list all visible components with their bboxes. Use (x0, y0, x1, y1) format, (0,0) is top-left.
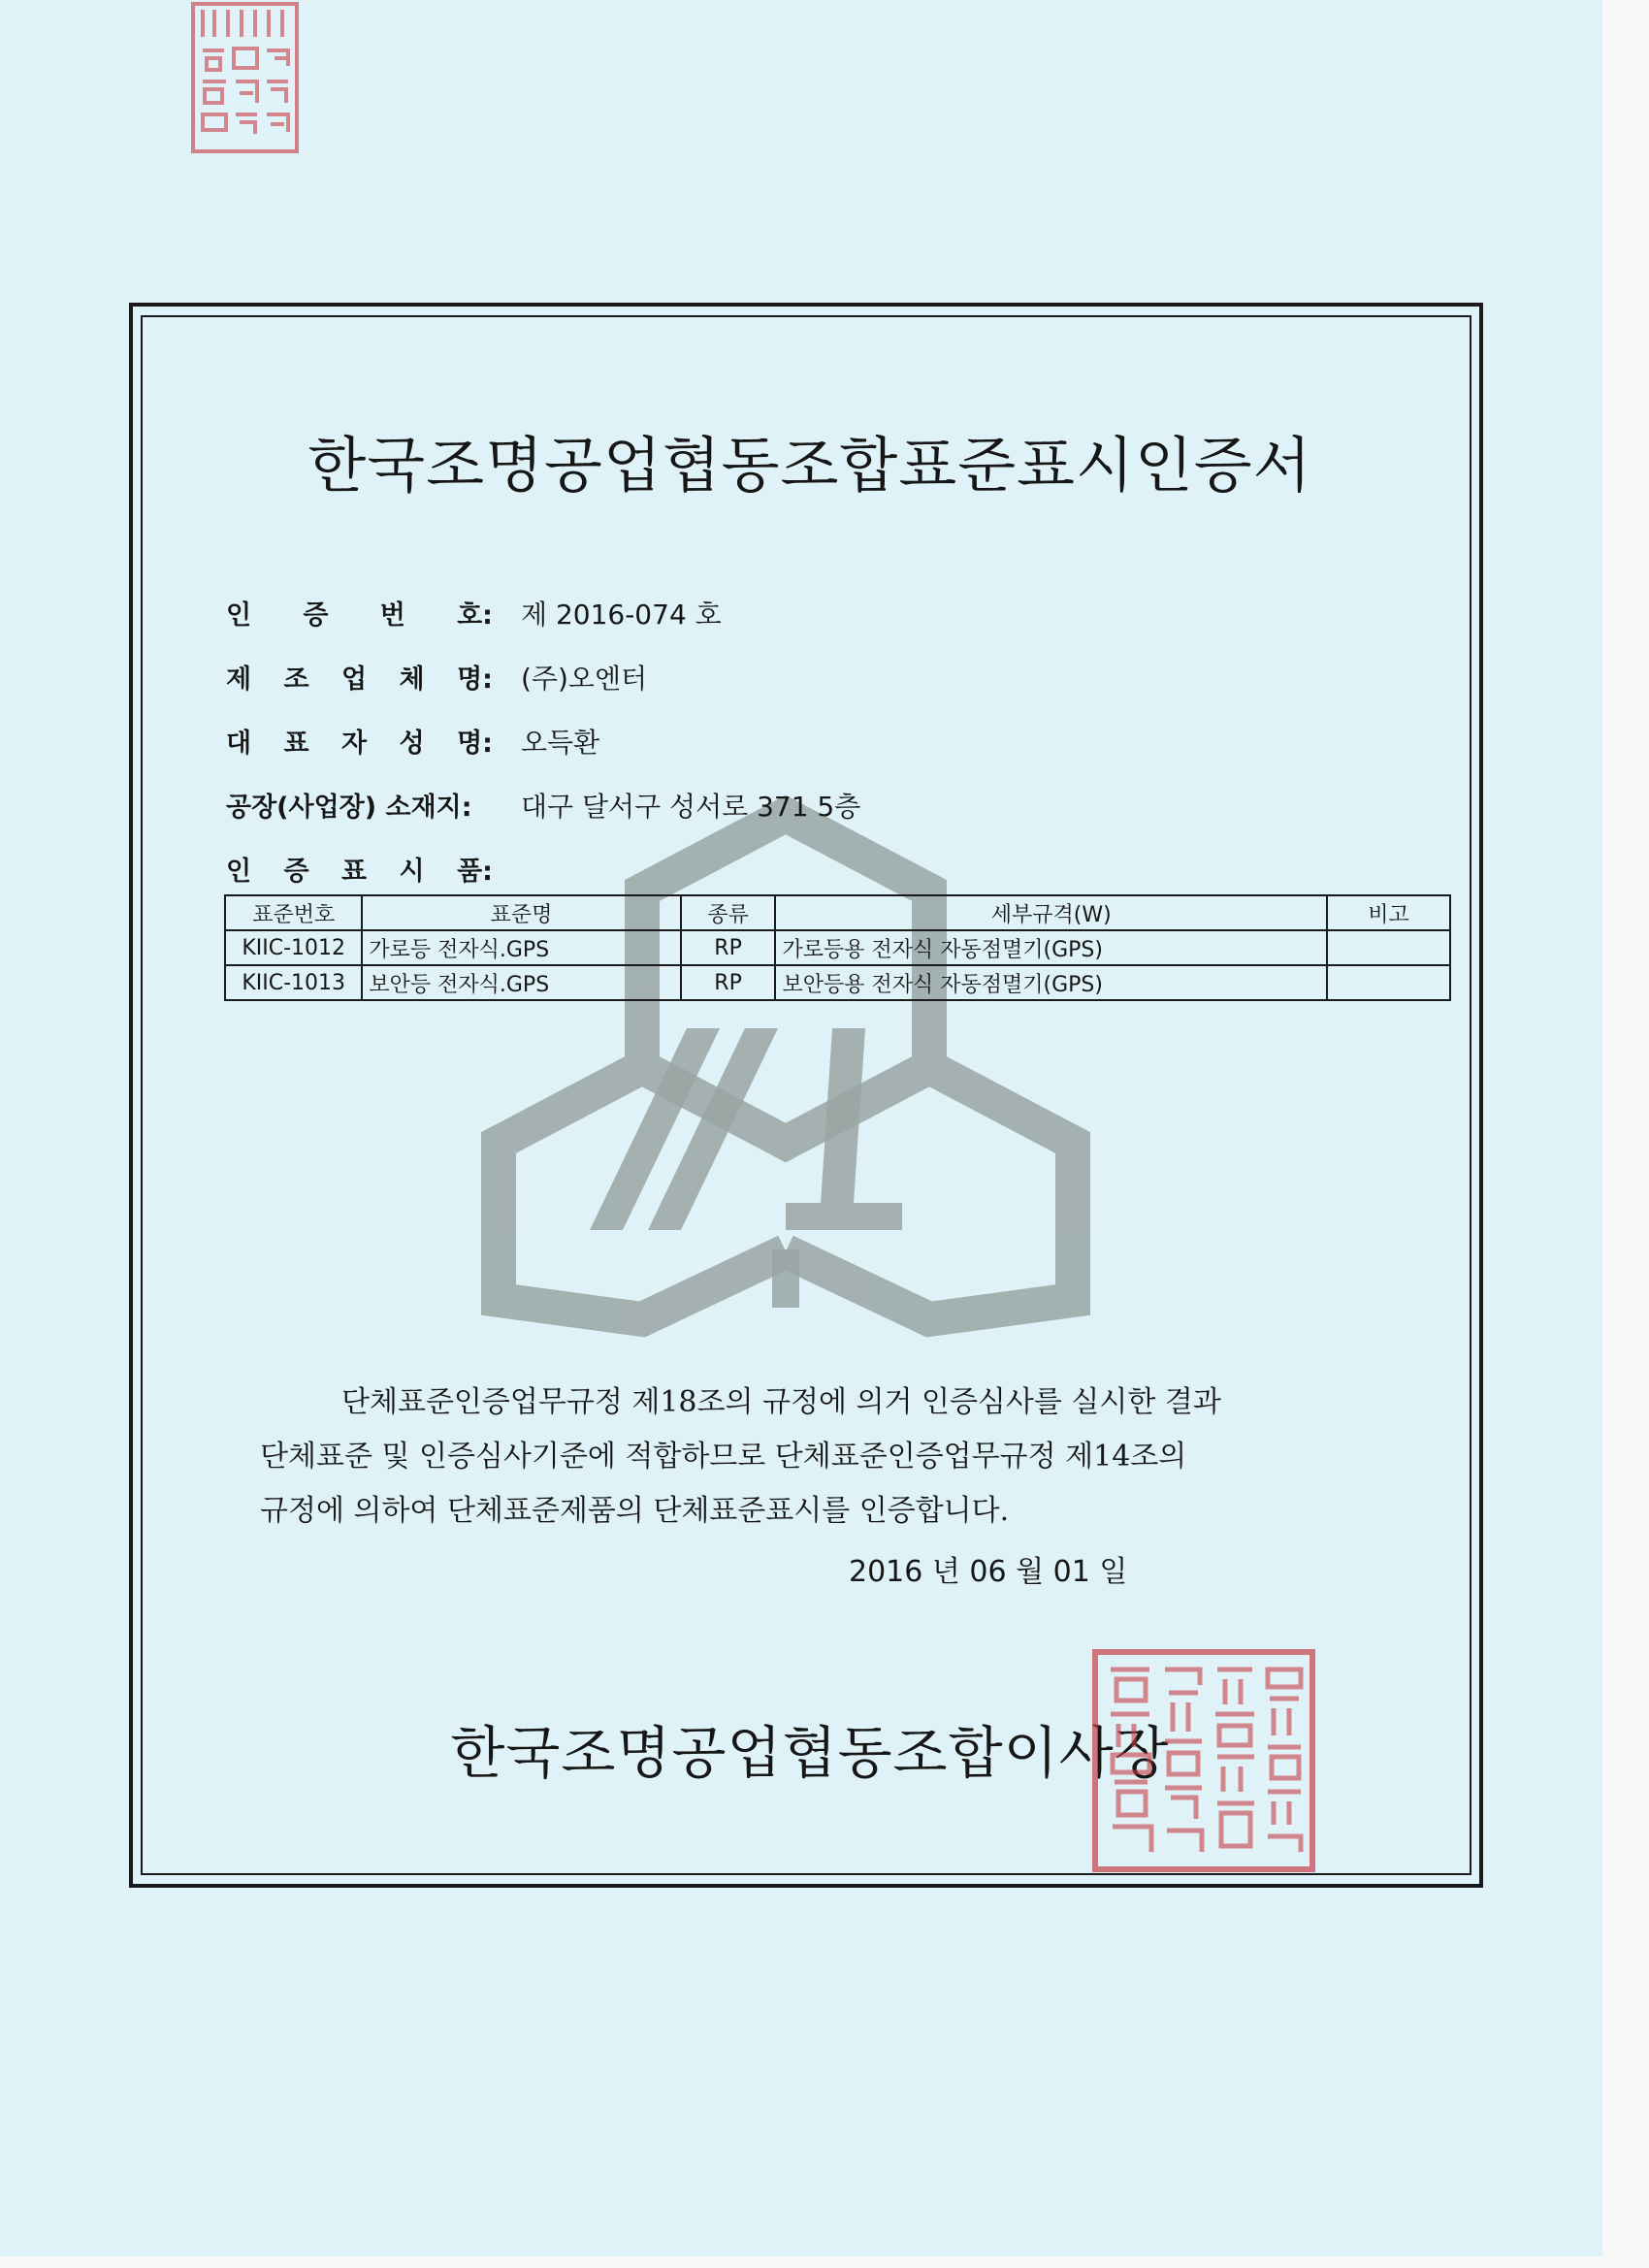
cell-type: RP (681, 930, 776, 965)
paper-edge-bottom (0, 2256, 1649, 2268)
cert-number-value: 제 2016-074 호 (521, 599, 722, 631)
certification-text-line-1: 단체표준인증업무규정 제18조의 규정에 의거 인증심사를 실시한 결과 (341, 1385, 1221, 1419)
header-remarks: 비고 (1327, 895, 1450, 930)
table-row (225, 930, 1450, 965)
certificate-title: 한국조명공업협동조합표준표시인증서 (307, 430, 1312, 501)
cell-type: RP (681, 965, 776, 1000)
cell-remarks (1327, 965, 1450, 1000)
cell-standard-name: 가로등 전자식.GPS (362, 930, 680, 965)
factory-address-label: 공장(사업장) 소재지: (226, 793, 472, 823)
issue-date: 2016 년 06 월 01 일 (849, 1555, 1128, 1589)
certification-text-line-3: 규정에 의하여 단체표준제품의 단체표준표시를 인증합니다. (260, 1494, 1010, 1528)
cell-standard-no: KIIC-1012 (225, 930, 362, 965)
cell-remarks (1327, 930, 1450, 965)
table-row (225, 965, 1450, 1000)
header-standard-name: 표준명 (362, 895, 680, 930)
header-standard-no: 표준번호 (225, 895, 362, 930)
table-header-row (225, 895, 1450, 930)
top-seal-stamp (189, 0, 301, 155)
association-emblem-watermark (466, 795, 1106, 1339)
manufacturer-value: (주)오엔터 (521, 663, 648, 695)
factory-address-value: 대구 달서구 성서로 371 5층 (521, 791, 861, 823)
manufacturer-label: 제 조 업 체 명: (226, 664, 493, 695)
signer-title: 한국조명공업협동조합이사장 (450, 1720, 1170, 1786)
certified-products-label: 인 증 표 시 품: (226, 857, 493, 887)
official-seal-stamp (1089, 1646, 1318, 1875)
header-detail-spec: 세부규격(W) (775, 895, 1327, 930)
cert-number-label: 인 증 번 호: (226, 600, 493, 631)
header-type: 종류 (681, 895, 776, 930)
representative-value: 오득환 (521, 727, 600, 759)
certified-products-table (224, 894, 1451, 1001)
representative-label: 대 표 자 성 명: (226, 729, 493, 759)
cell-standard-name: 보안등 전자식.GPS (362, 965, 680, 1000)
paper-edge-right (1602, 0, 1649, 2268)
cell-standard-no: KIIC-1013 (225, 965, 362, 1000)
cell-detail-spec: 가로등용 전자식 자동점멸기(GPS) (775, 930, 1327, 965)
cell-detail-spec: 보안등용 전자식 자동점멸기(GPS) (775, 965, 1327, 1000)
certification-text-line-2: 단체표준 및 인증심사기준에 적합하므로 단체표준인증업무규정 제14조의 (260, 1440, 1187, 1474)
